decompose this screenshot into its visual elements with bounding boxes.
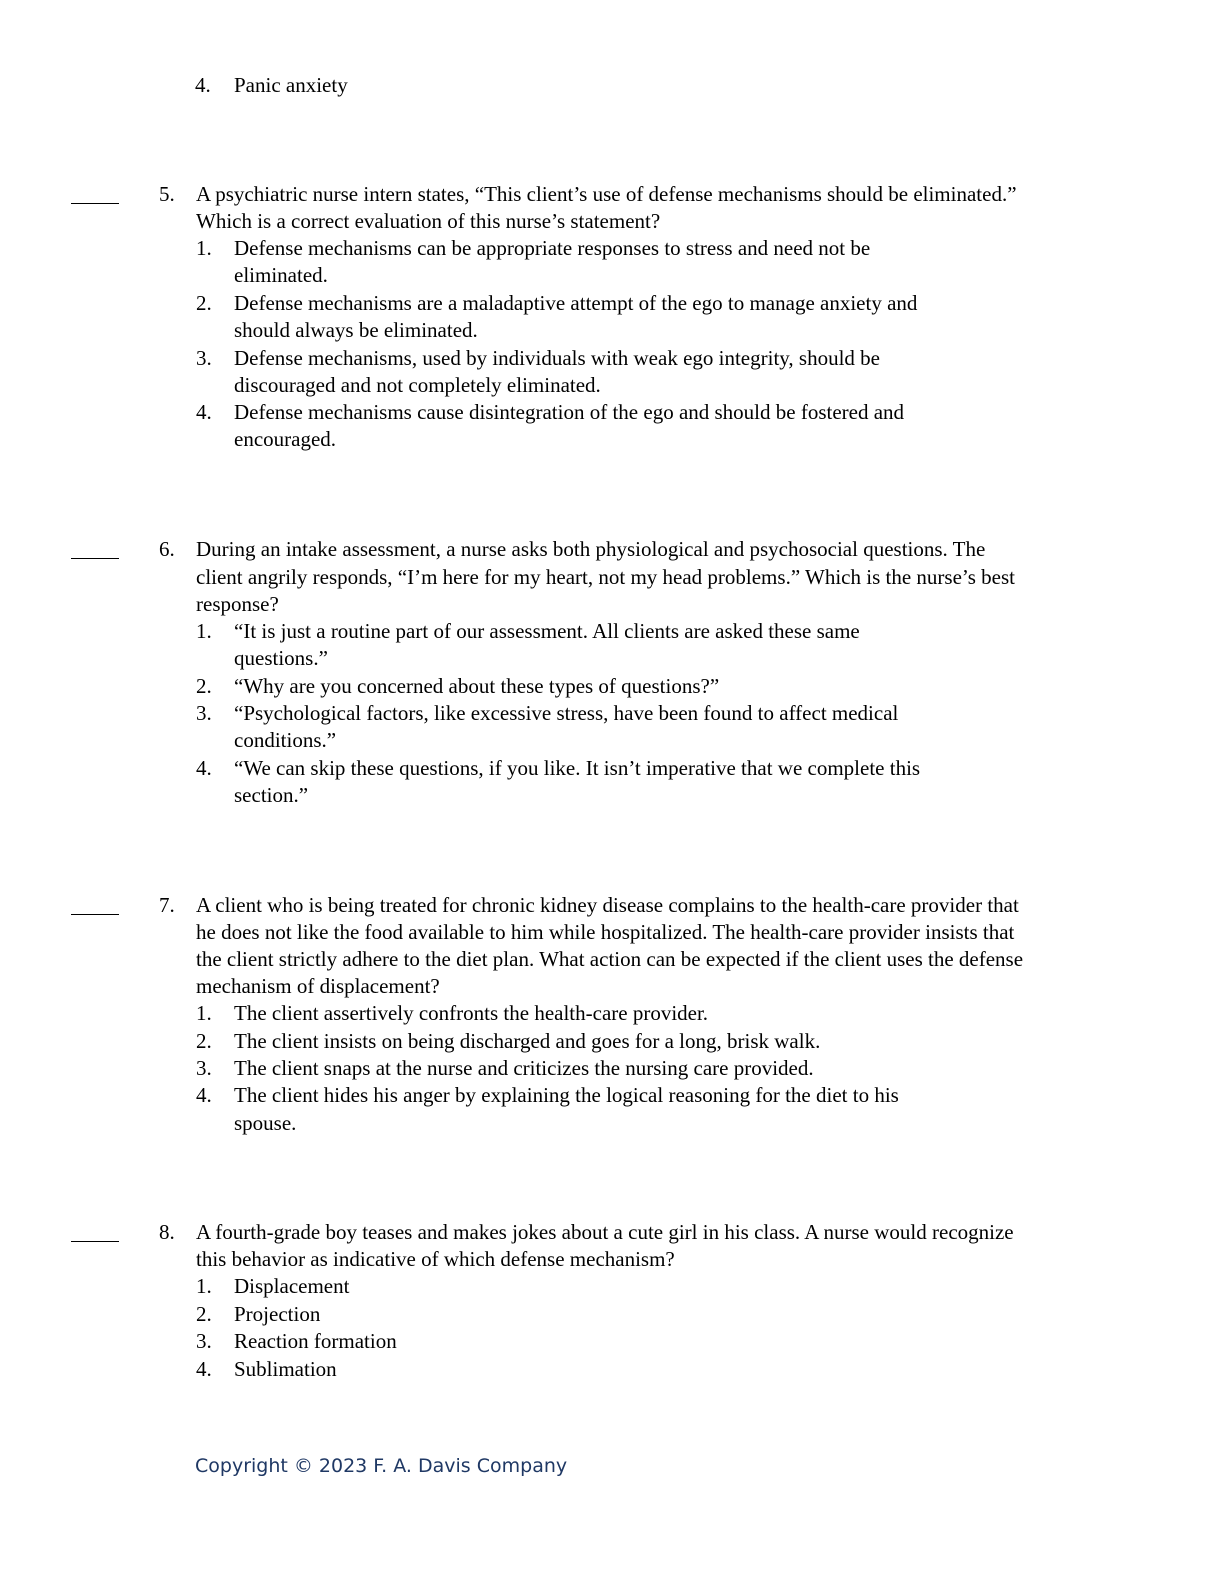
option-number: 1. <box>196 236 212 260</box>
question-stem-line: this behavior as indicative of which defense mechanism? <box>196 1247 675 1271</box>
question-stem-line: During an intake assessment, a nurse asks both physiological and psychosocial questions. The <box>196 537 986 561</box>
option-number: 2. <box>196 1302 212 1326</box>
option-text: “It is just a routine part of our assessment. All clients are asked these same <box>234 619 860 643</box>
option-text: “Psychological factors, like excessive stress, have been found to affect medical <box>234 701 899 725</box>
option-number: 3. <box>196 701 212 725</box>
option-number: 4. <box>196 1083 212 1107</box>
option-text: questions.” <box>234 646 328 670</box>
option-text: The client snaps at the nurse and criticizes the nursing care provided. <box>234 1056 814 1080</box>
question-stem-line: he does not like the food available to him while hospitalized. The health-care provider insists that <box>196 920 1015 944</box>
question-stem-line: mechanism of displacement? <box>196 974 440 998</box>
question-stem-line: Which is a correct evaluation of this nurse’s statement? <box>196 209 661 233</box>
option-number: 3. <box>196 346 212 370</box>
question-stem-line: A client who is being treated for chronic kidney disease complains to the health-care provider that <box>196 893 1019 917</box>
answer-blank[interactable] <box>71 558 119 559</box>
option-text: eliminated. <box>234 263 328 287</box>
option-number: 1. <box>196 619 212 643</box>
question-stem-line: response? <box>196 592 279 616</box>
question-stem-line: A fourth-grade boy teases and makes jokes about a cute girl in his class. A nurse would recognize <box>196 1220 1014 1244</box>
option-text: Defense mechanisms cause disintegration of the ego and should be fostered and <box>234 400 905 424</box>
option-text: should always be eliminated. <box>234 318 478 342</box>
option-text: section.” <box>234 783 309 807</box>
option-text: conditions.” <box>234 728 337 752</box>
option-number: 2. <box>196 674 212 698</box>
option-number: 4. <box>196 756 212 780</box>
option-number: 1. <box>196 1001 212 1025</box>
option-text: encouraged. <box>234 427 337 451</box>
option-number: 4. <box>196 400 212 424</box>
option-number: 2. <box>196 291 212 315</box>
question-number: 6. <box>159 537 175 561</box>
option-text: Projection <box>234 1302 321 1326</box>
option-text: Panic anxiety <box>234 73 348 97</box>
option-number: 4. <box>196 1357 212 1381</box>
option-text: Reaction formation <box>234 1329 397 1353</box>
option-number: 4. <box>195 73 211 97</box>
answer-blank[interactable] <box>71 1241 119 1242</box>
option-number: 3. <box>196 1329 212 1353</box>
option-text: The client hides his anger by explaining the logical reasoning for the diet to his <box>234 1083 899 1107</box>
option-number: 1. <box>196 1274 212 1298</box>
option-text: Sublimation <box>234 1357 337 1381</box>
question-stem-line: A psychiatric nurse intern states, “This client’s use of defense mechanisms should be eliminated.” <box>196 182 1017 206</box>
option-text: Displacement <box>234 1274 350 1298</box>
option-text: The client insists on being discharged and goes for a long, brisk walk. <box>234 1029 821 1053</box>
option-text: Defense mechanisms are a maladaptive attempt of the ego to manage anxiety and <box>234 291 918 315</box>
option-text: “We can skip these questions, if you like. It isn’t imperative that we complete this <box>234 756 921 780</box>
option-text: Defense mechanisms, used by individuals with weak ego integrity, should be <box>234 346 881 370</box>
copyright-footer: Copyright © 2023 F. A. Davis Company <box>195 1455 568 1477</box>
option-number: 2. <box>196 1029 212 1053</box>
option-text: spouse. <box>234 1111 297 1135</box>
question-number: 8. <box>159 1220 175 1244</box>
answer-blank[interactable] <box>71 914 119 915</box>
option-text: discouraged and not completely eliminated. <box>234 373 601 397</box>
option-text: The client assertively confronts the health-care provider. <box>234 1001 709 1025</box>
answer-blank[interactable] <box>71 203 119 204</box>
question-stem-line: client angrily responds, “I’m here for my heart, not my head problems.” Which is the nurse’s best <box>196 565 1015 589</box>
question-number: 5. <box>159 182 175 206</box>
question-stem-line: the client strictly adhere to the diet plan. What action can be expected if the client uses the defense <box>196 947 1024 971</box>
option-text: Defense mechanisms can be appropriate responses to stress and need not be <box>234 236 871 260</box>
option-text: “Why are you concerned about these types of questions?” <box>234 674 720 698</box>
question-number: 7. <box>159 893 175 917</box>
option-number: 3. <box>196 1056 212 1080</box>
